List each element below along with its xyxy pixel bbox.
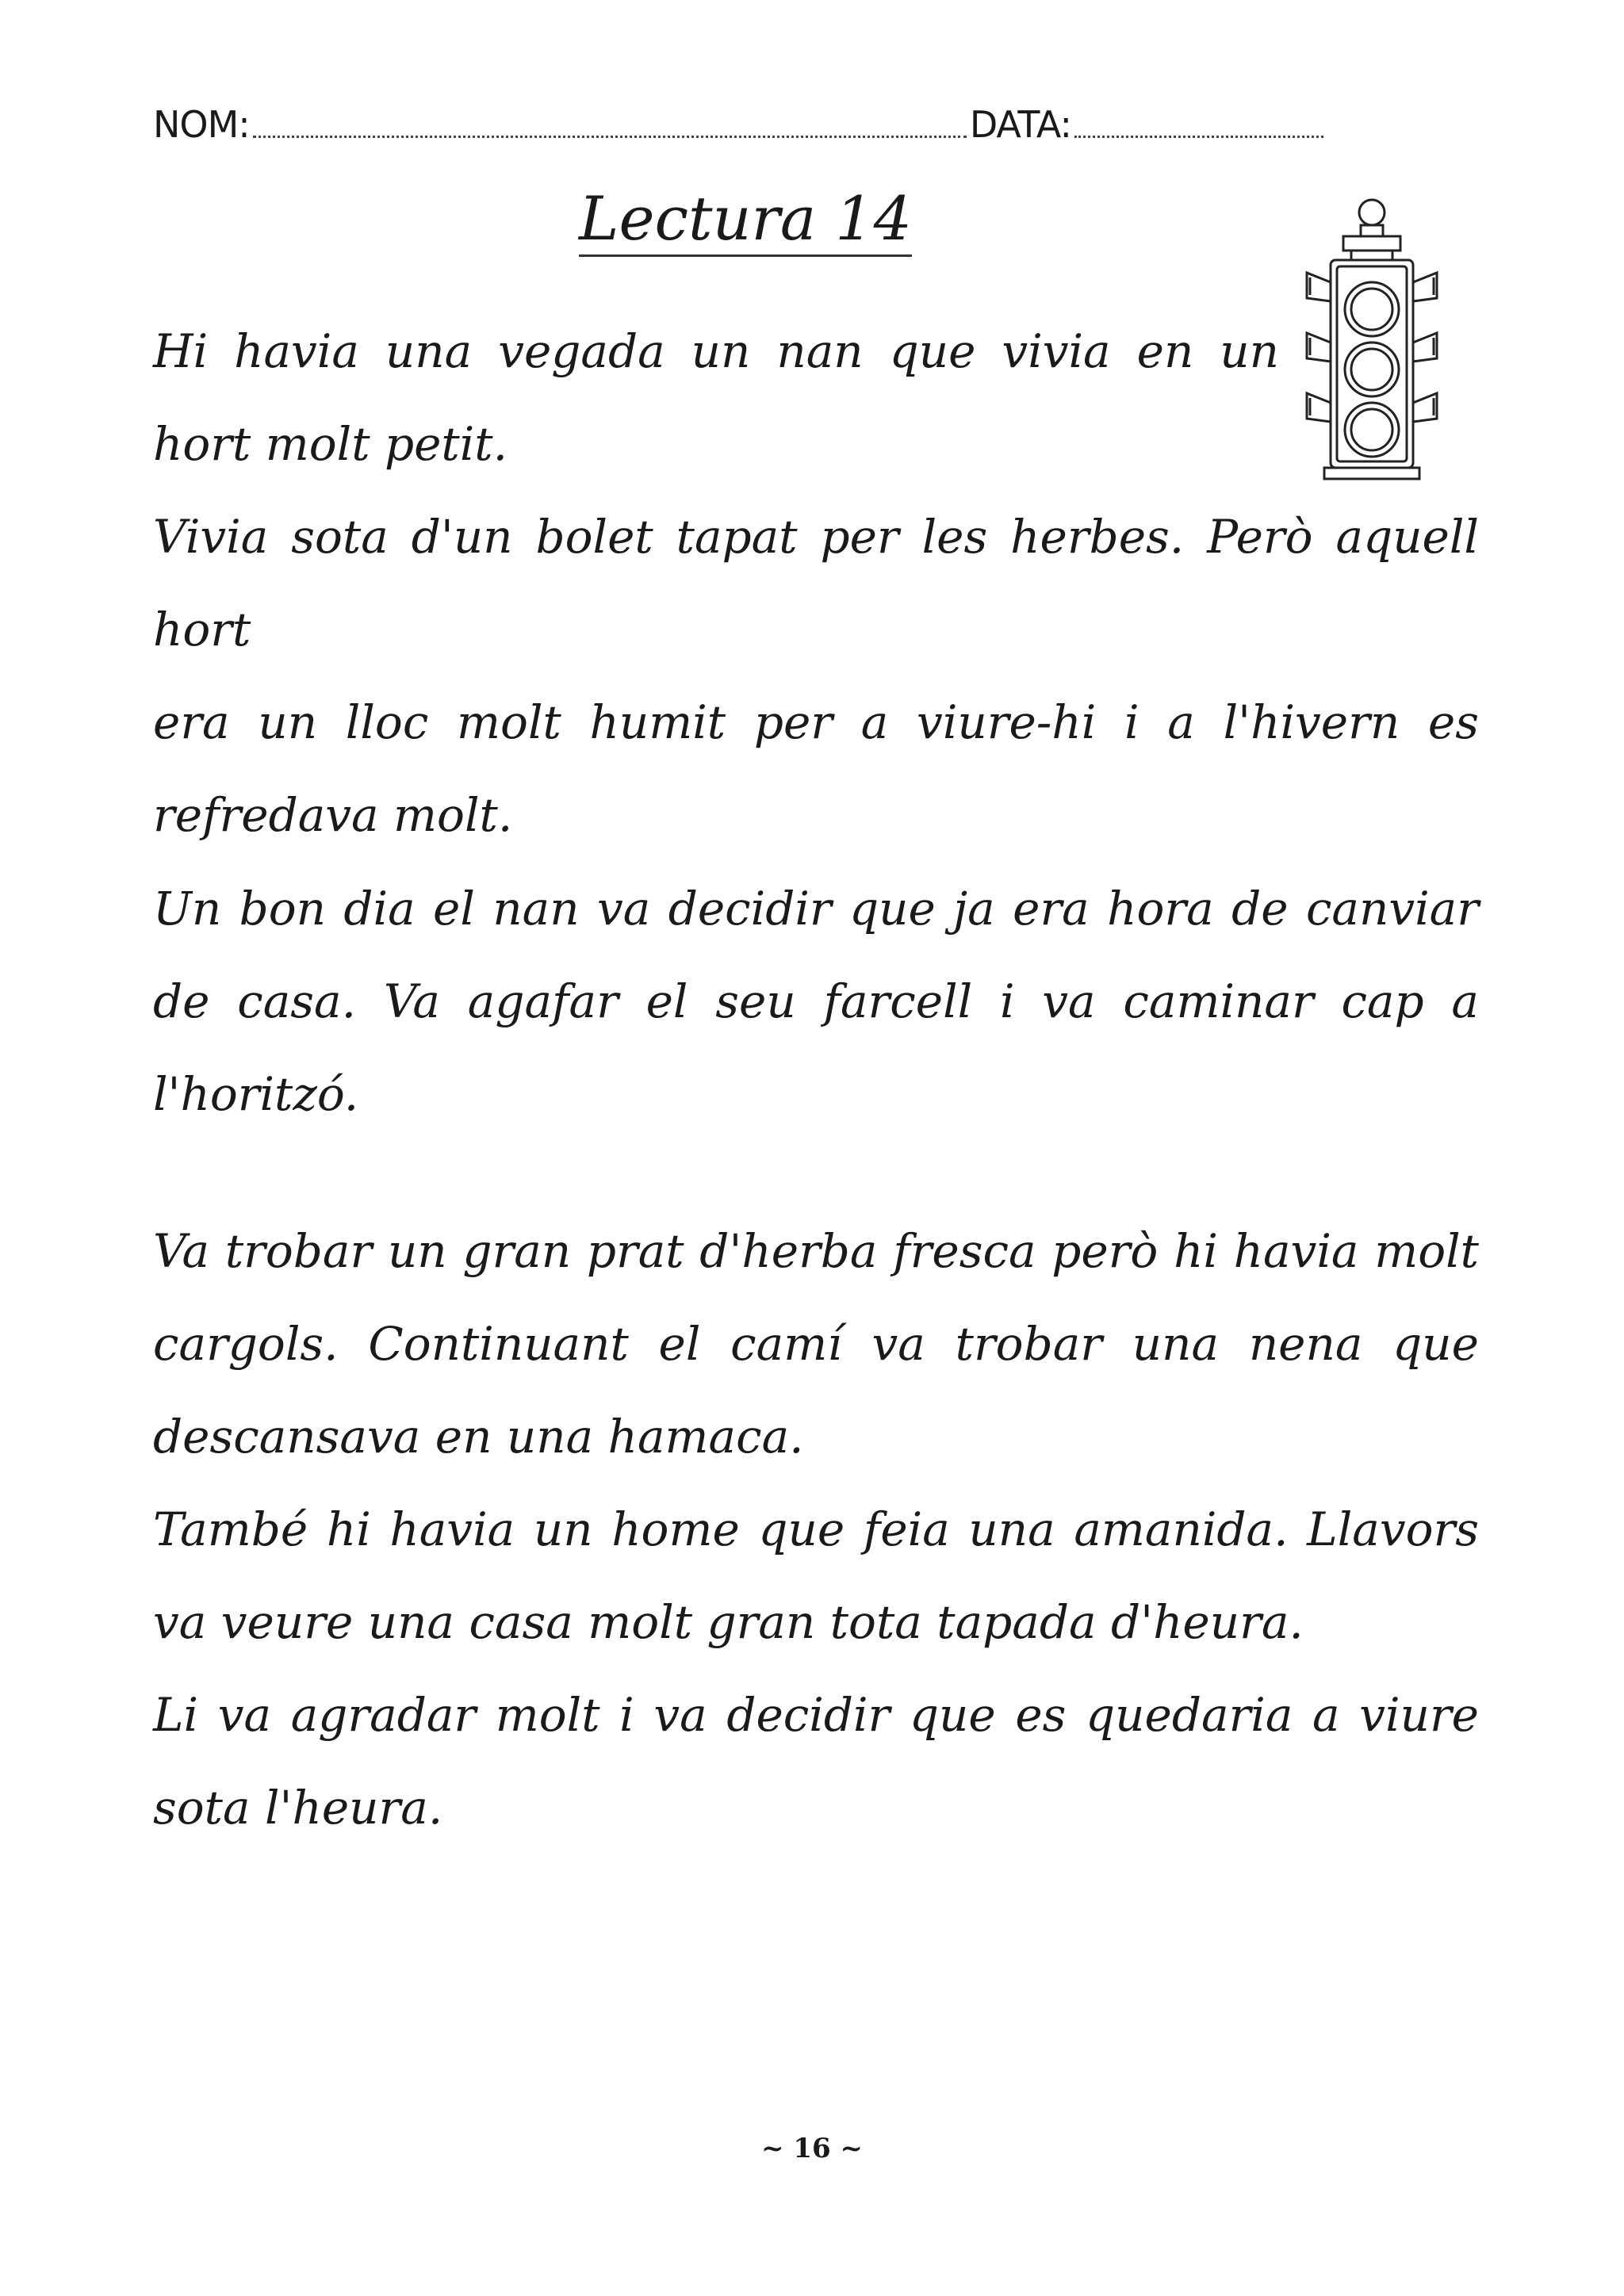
nom-label: NOM:	[153, 103, 250, 146]
story-line: va veure una casa molt gran tota tapada d'heura.	[153, 1595, 1304, 1649]
title-underline	[579, 254, 912, 257]
story-line: descansava en una hamaca.	[153, 1410, 804, 1464]
page-title	[579, 183, 913, 254]
story-paragraph-3	[153, 1205, 1479, 1854]
story-line: Li va agradar molt i va decidir que es quedaria a viure	[153, 1688, 1479, 1742]
story-line: cargols. Continuant el camí va trobar una nena que	[153, 1317, 1479, 1371]
data-write-line[interactable]	[1074, 136, 1323, 138]
story-line: Hi havia una vegada un nan que vivia en un	[153, 324, 1279, 378]
nom-write-line[interactable]	[253, 136, 967, 138]
story-line: l'horitzó.	[153, 1067, 359, 1121]
story-line: hort molt petit.	[153, 417, 508, 471]
story-line: refredava molt.	[153, 788, 513, 842]
story-line: era un lloc molt humit per a viure-hi i a l'hivern es	[153, 695, 1479, 749]
story-line: També hi havia un home que feia una amanida. Llavors	[153, 1502, 1479, 1556]
name-date-header	[153, 95, 1327, 146]
story-line: sota l'heura.	[153, 1781, 443, 1835]
story-line: Un bon dia el nan va decidir que ja era hora de canviar	[153, 882, 1479, 936]
story-line: Vivia sota d'un bolet tapat per les herbes. Però aquell hort	[153, 510, 1479, 656]
story-paragraph-2	[153, 863, 1479, 1141]
story-paragraph-1	[153, 305, 1479, 862]
page-title-text: Lectura 14	[579, 183, 913, 254]
story-line: de casa. Va agafar el seu farcell i va caminar cap a	[153, 974, 1479, 1028]
story-line: Va trobar un gran prat d'herba fresca però hi havia molt	[153, 1224, 1479, 1278]
page-number: ~ 16 ~	[761, 2133, 863, 2164]
data-label: DATA:	[969, 103, 1072, 146]
